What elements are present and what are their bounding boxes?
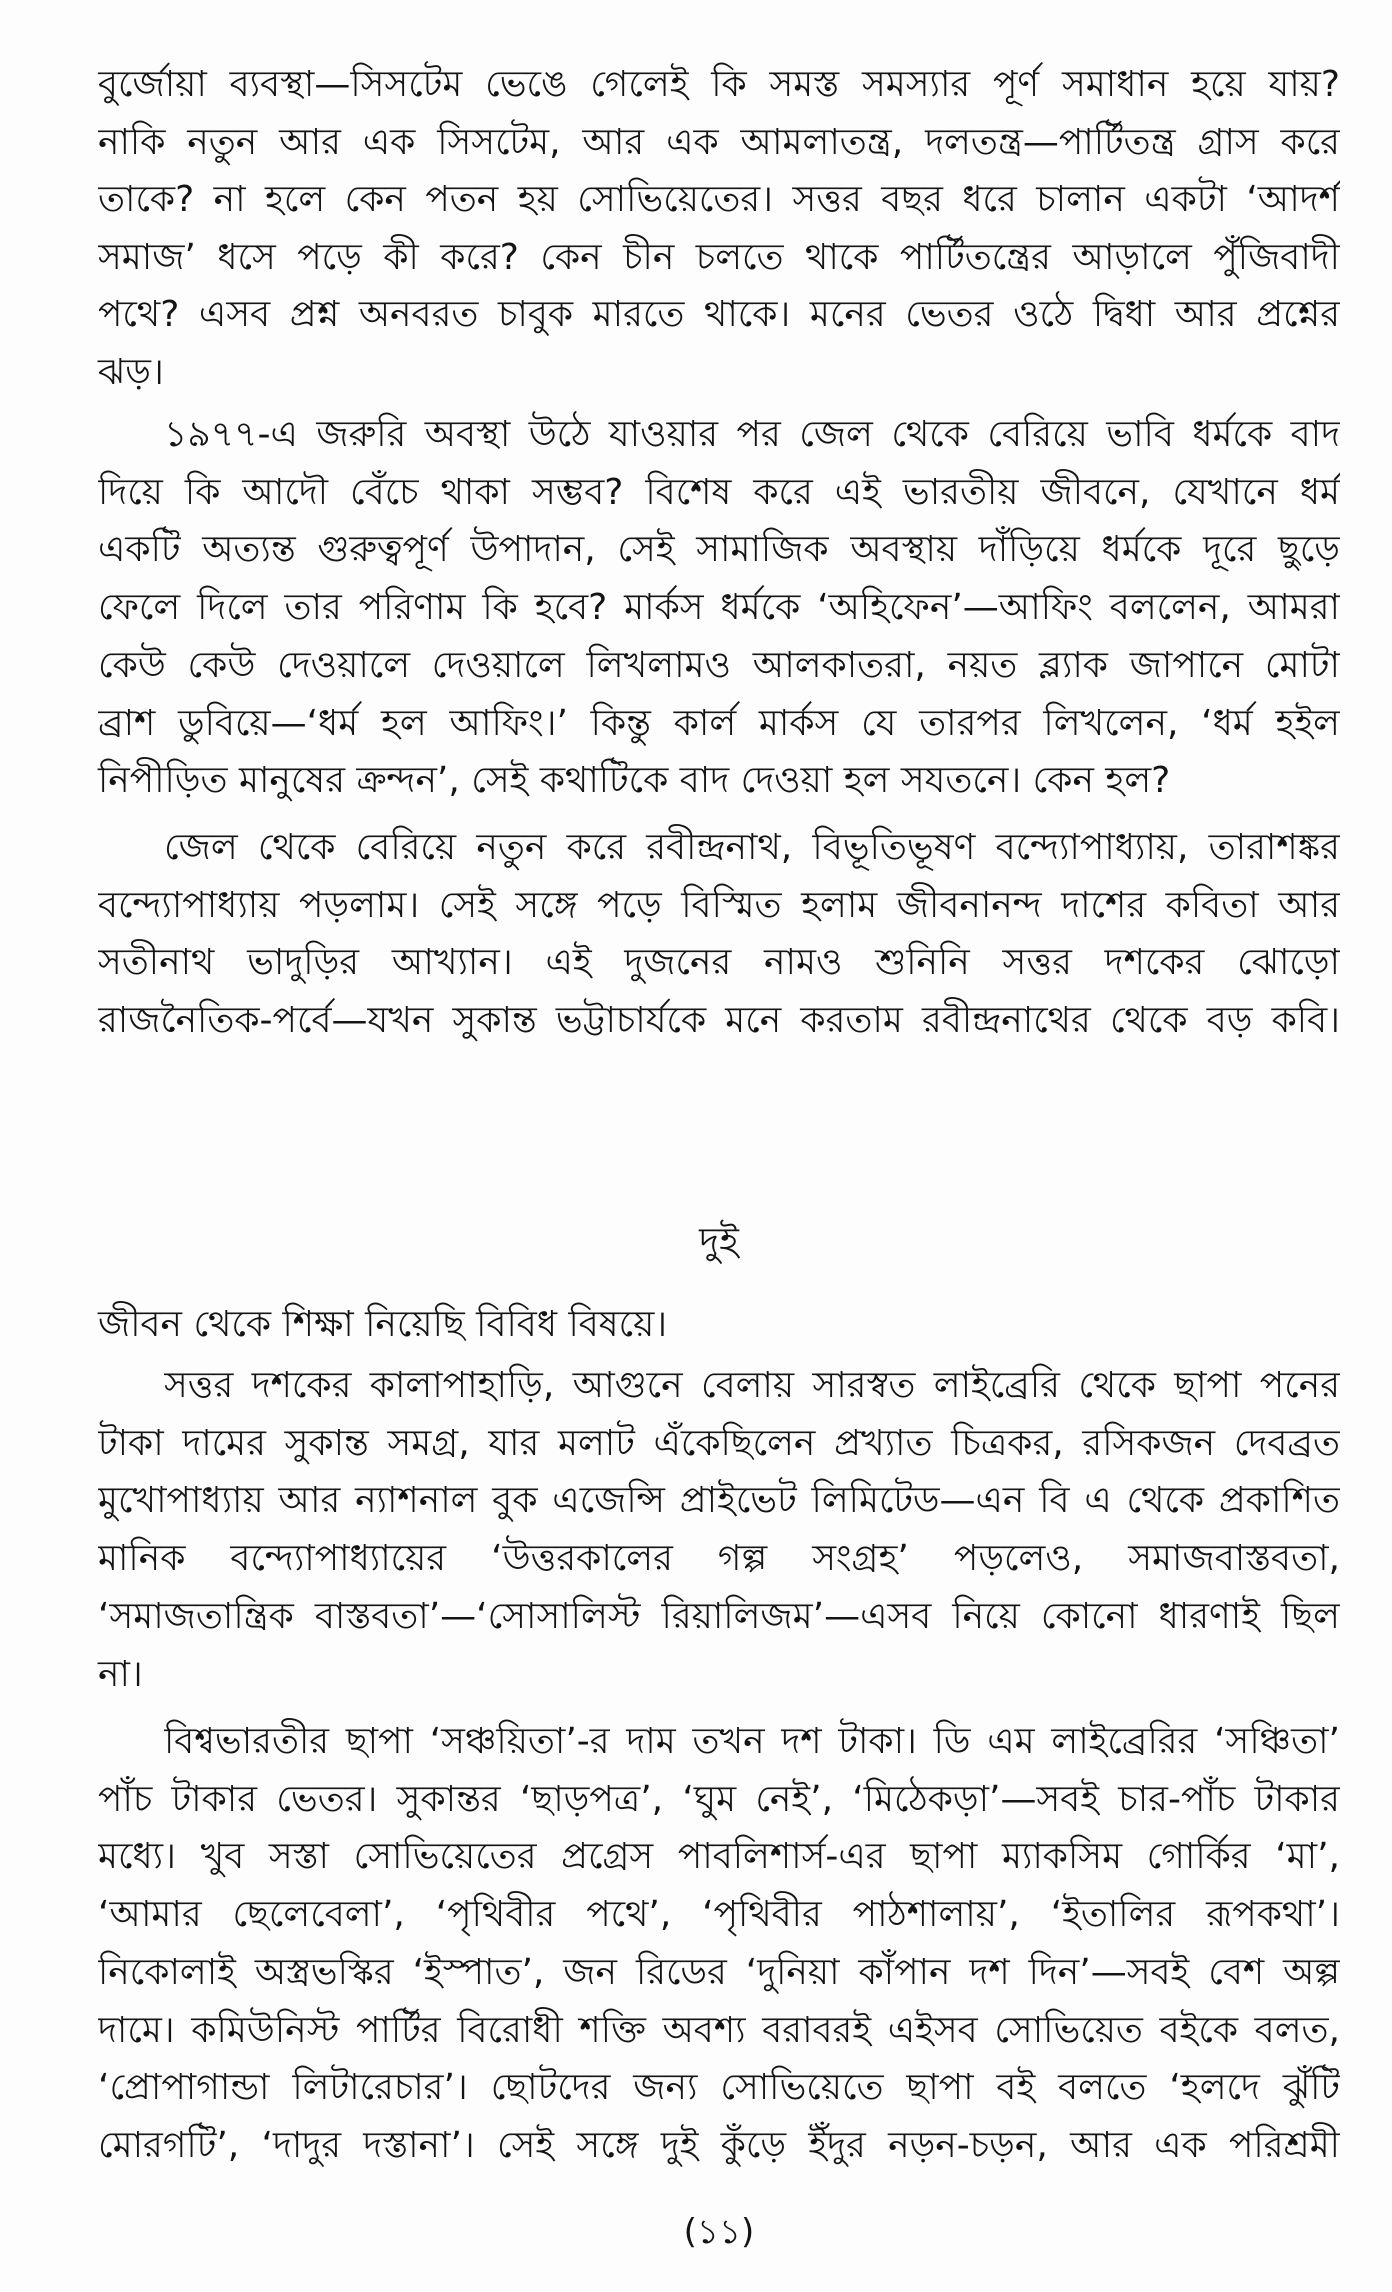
text-line: ‘প্রোপাগান্ডা লিটারেচার’। ছোটদের জন্য সোভিয়েতে ছাপা বই বলতে ‘হলদে ঝুঁটি [98, 2067, 1340, 2109]
text-line: কেউ কেউ দেওয়ালে দেওয়ালে লিখলামও আলকাতরা, নয়ত ব্ল্যাক জাপানে মোটা [98, 644, 1340, 686]
text-line: ঝড়। [98, 352, 164, 393]
section-heading: দুই [699, 1219, 739, 1263]
text-line: দামে। কমিউনিস্ট পার্টির বিরোধী শক্তি অবশ্য বরাবরই এইসব সোভিয়েত বইকে বলত, [98, 2009, 1340, 2051]
text-line: সত্তর দশকের কালাপাহাড়ি, আগুনে বেলায় সারস্বত লাইব্রেরি থেকে ছাপা পনের [164, 1365, 1340, 1406]
text-line: তাকে? না হলে কেন পতন হয় সোভিয়েতের। সত্তর বছর ধরে চালান একটা ‘আদর্শ [98, 179, 1340, 221]
text-line: সতীনাথ ভাদুড়ির আখ্যান। এই দুজনের নামও শুনিনি সত্তর দশকের ঝোড়ো [98, 942, 1340, 984]
page-number: (১১) [683, 2212, 755, 2252]
text-line: রাজনৈতিক-পর্বে—যখন সুকান্ত ভট্টাচার্যকে মনে করতাম রবীন্দ্রনাথের থেকে বড় কবি। [98, 1000, 1340, 1042]
text-line: নিকোলাই অস্ত্রভস্কির ‘ইস্পাত’, জন রিডের ‘দুনিয়া কাঁপান দশ দিন’—সবই বেশ অল্প [98, 1951, 1340, 1993]
text-line: মুখোপাধ্যায় আর ন্যাশনাল বুক এজেন্সি প্রাইভেট লিমিটেড—এন বি এ থেকে প্রকাশিত [98, 1480, 1340, 1522]
text-line: মোরগটি’, ‘দাদুর দস্তানা’। সেই সঙ্গে দুই কুঁড়ে ইঁদুর নড়ন-চড়ন, আর এক পরিশ্রমী [98, 2124, 1340, 2166]
text-line: বুর্জোয়া ব্যবস্থা—সিসটেম ভেঙে গেলেই কি সমস্ত সমস্যার পূর্ণ সমাধান হয়ে যায়? [98, 64, 1340, 105]
text-line: পাঁচ টাকার ভেতর। সুকান্তর ‘ছাড়পত্র’, ‘ঘুম নেই’, ‘মিঠেকড়া’—সবই চার-পাঁচ টাকার [98, 1778, 1340, 1820]
text-line: ১৯৭৭-এ জরুরি অবস্থা উঠে যাওয়ার পর জেল থেকে বেরিয়ে ভাবি ধর্মকে বাদ [164, 414, 1340, 455]
text-line: জীবন থেকে শিক্ষা নিয়েছি বিবিধ বিষয়ে। [98, 1304, 668, 1345]
text-line: মানিক বন্দ্যোপাধ্যায়ের ‘উত্তরকালের গল্প সংগ্রহ’ পড়লেও, সমাজবাস্তবতা, [98, 1538, 1340, 1580]
text-line: না। [98, 1653, 143, 1695]
text-line: মধ্যে। খুব সস্তা সোভিয়েতের প্রগ্রেস পাবলিশার্স-এর ছাপা ম্যাকসিম গোর্কির ‘মা’, [98, 1836, 1340, 1878]
text-line: সমাজ’ ধসে পড়ে কী করে? কেন চীন চলতে থাকে পার্টিতন্ত্রের আড়ালে পুঁজিবাদী [98, 236, 1340, 278]
text-line: ব্রাশ ডুবিয়ে—‘ধর্ম হল আফিং।’ কিন্তু কার্ল মার্কস যে তারপর লিখলেন, ‘ধর্ম হইল [98, 702, 1340, 744]
text-line: নিপীড়িত মানুষের ক্রন্দন’, সেই কথাটিকে বাদ দেওয়া হল সযতনে। কেন হল? [98, 760, 1171, 802]
text-line: দিয়ে কি আদৌ বেঁচে থাকা সম্ভব? বিশেষ করে এই ভারতীয় জীবনে, যেখানে ধর্ম [98, 471, 1340, 513]
text-line: জেল থেকে বেরিয়ে নতুন করে রবীন্দ্রনাথ, বিভূতিভূষণ বন্দ্যোপাধ্যায়, তারাশঙ্কর [164, 827, 1340, 868]
text-line: একটি অত্যন্ত গুরুত্বপূর্ণ উপাদান, সেই সামাজিক অবস্থায় দাঁড়িয়ে ধর্মকে দূরে ছুড়ে [98, 529, 1340, 571]
text-line: বিশ্বভারতীর ছাপা ‘সঞ্চয়িতা’-র দাম তখন দশ টাকা। ডি এম লাইব্রেরির ‘সঞ্চিতা’ [164, 1721, 1340, 1762]
text-line: নাকি নতুন আর এক সিসটেম, আর এক আমলাতন্ত্র, দলতন্ত্র—পার্টিতন্ত্র গ্রাস করে [98, 121, 1340, 163]
text-line: টাকা দামের সুকান্ত সমগ্র, যার মলাট এঁকেছিলেন প্রখ্যাত চিত্রকর, রসিকজন দেবব্রত [98, 1422, 1340, 1464]
text-line: ‘আমার ছেলেবেলা’, ‘পৃথিবীর পথে’, ‘পৃথিবীর পাঠশালায়’, ‘ইতালির রূপকথা’। [98, 1894, 1340, 1936]
text-line: পথে? এসব প্রশ্ন অনবরত চাবুক মারতে থাকে। মনের ভেতর ওঠে দ্বিধা আর প্রশ্নের [98, 294, 1340, 336]
text-line: ফেলে দিলে তার পরিণাম কি হবে? মার্কস ধর্মকে ‘অহিফেন’—আফিং বললেন, আমরা [98, 587, 1340, 629]
text-line: বন্দ্যোপাধ্যায় পড়লাম। সেই সঙ্গে পড়ে বিস্মিত হলাম জীবনানন্দ দাশের কবিতা আর [98, 884, 1340, 926]
text-line: ‘সমাজতান্ত্রিক বাস্তবতা’—‘সোসালিস্ট রিয়ালিজম’—এসব নিয়ে কোনো ধারণাই ছিল [98, 1595, 1340, 1637]
